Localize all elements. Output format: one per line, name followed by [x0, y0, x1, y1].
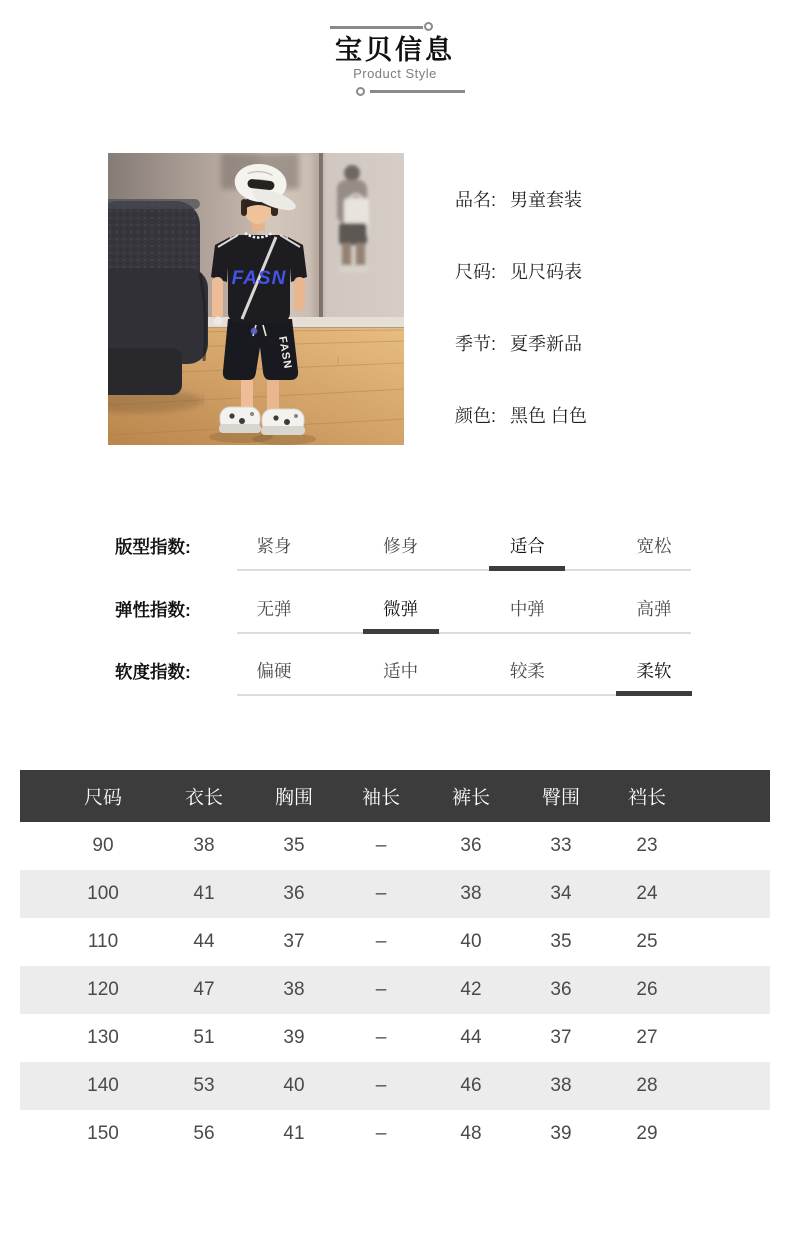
info-value: 见尺码表	[510, 262, 583, 282]
product-photo	[108, 153, 404, 445]
shorts-logo: FASN	[276, 335, 294, 371]
table-row	[20, 966, 770, 1014]
index-option: 高弹	[636, 599, 672, 619]
table-cell: 33	[550, 835, 572, 856]
table-cell: 48	[460, 1123, 482, 1144]
info-row-color	[455, 402, 587, 428]
index-option: 偏硬	[256, 661, 292, 681]
table-cell: 110	[87, 931, 119, 952]
table-cell: –	[375, 979, 387, 1000]
table-cell: 46	[460, 1075, 482, 1096]
column-header: 裤长	[451, 787, 490, 809]
table-cell: 23	[636, 835, 658, 856]
table-row	[20, 822, 770, 870]
table-cell: 38	[283, 979, 305, 1000]
column-header: 衣长	[184, 787, 223, 809]
table-cell: 150	[87, 1123, 119, 1144]
table-cell: 41	[283, 1123, 305, 1144]
index-options	[237, 596, 691, 634]
table-cell: 25	[636, 931, 658, 952]
table-cell: 39	[550, 1123, 572, 1144]
column-header: 尺码	[83, 787, 122, 809]
table-cell: 44	[460, 1027, 482, 1048]
table-cell: 34	[550, 883, 572, 904]
table-row	[20, 1110, 770, 1158]
table-cell: 40	[460, 931, 482, 952]
index-option: 柔软	[617, 658, 691, 683]
table-cell: 53	[193, 1075, 215, 1096]
table-cell: 90	[92, 835, 114, 856]
table-cell: 51	[193, 1027, 215, 1048]
table-cell: 29	[636, 1123, 658, 1144]
table-row	[20, 918, 770, 966]
table-cell: 38	[460, 883, 482, 904]
info-row-name	[455, 186, 582, 212]
header-bottom-line	[370, 90, 465, 93]
table-cell: –	[375, 835, 387, 856]
index-option: 较柔	[509, 661, 545, 681]
table-cell: 38	[193, 835, 215, 856]
table-cell: 37	[283, 931, 305, 952]
table-cell: 27	[636, 1027, 658, 1048]
index-option: 无弹	[256, 599, 292, 619]
index-option: 紧身	[256, 536, 292, 556]
table-cell: 26	[636, 979, 658, 1000]
table-row	[20, 870, 770, 918]
table-cell: 36	[283, 883, 305, 904]
table-cell: –	[375, 1027, 387, 1048]
table-cell: 24	[636, 883, 658, 904]
info-row-size	[455, 258, 582, 284]
info-value: 夏季新品	[510, 334, 583, 354]
table-cell: –	[375, 1123, 387, 1144]
index-label: 弹性指数:	[115, 600, 191, 620]
page-subtitle: Product Style	[353, 66, 437, 81]
index-label: 版型指数:	[115, 537, 191, 557]
index-label: 软度指数:	[115, 662, 191, 682]
info-label: 颜色:	[455, 406, 497, 426]
index-option: 适中	[383, 661, 419, 681]
header-bottom-circle	[356, 87, 365, 96]
index-option: 微弹	[364, 596, 438, 621]
column-header: 袖长	[361, 787, 400, 809]
index-options	[237, 658, 691, 696]
table-cell: 44	[193, 931, 215, 952]
column-header: 臀围	[541, 787, 580, 809]
table-cell: 47	[193, 979, 215, 1000]
index-options	[237, 533, 691, 571]
table-cell: 140	[87, 1075, 119, 1096]
index-row-softness	[115, 658, 691, 696]
table-cell: 40	[283, 1075, 305, 1096]
info-label: 季节:	[455, 334, 497, 354]
table-row	[20, 1014, 770, 1062]
table-cell: 120	[87, 979, 119, 1000]
page-title: 宝贝信息	[335, 35, 455, 65]
info-value: 男童套装	[510, 190, 583, 210]
table-cell: 38	[550, 1075, 572, 1096]
table-cell: 39	[283, 1027, 305, 1048]
index-row-fit	[115, 533, 691, 571]
table-cell: 100	[87, 883, 119, 904]
table-cell: 35	[550, 931, 572, 952]
table-cell: –	[375, 883, 387, 904]
size-table-header	[20, 770, 770, 822]
size-table	[20, 770, 770, 1158]
mirror-frame	[319, 153, 323, 327]
index-option: 适合	[490, 533, 564, 558]
info-value: 黑色 白色	[510, 406, 588, 426]
table-cell: 28	[636, 1075, 658, 1096]
table-cell: 41	[193, 883, 215, 904]
table-cell: 36	[460, 835, 482, 856]
table-cell: –	[375, 1075, 387, 1096]
info-label: 尺码:	[455, 262, 497, 282]
index-row-elasticity	[115, 596, 691, 634]
index-option: 中弹	[509, 599, 545, 619]
index-option: 宽松	[636, 536, 672, 556]
info-label: 品名:	[455, 190, 497, 210]
table-cell: 35	[283, 835, 305, 856]
info-row-season	[455, 330, 582, 356]
table-cell: 56	[193, 1123, 215, 1144]
table-cell: 36	[550, 979, 572, 1000]
table-cell: 37	[550, 1027, 572, 1048]
table-row	[20, 1062, 770, 1110]
table-cell: 42	[460, 979, 482, 1000]
column-header: 胸围	[274, 787, 313, 809]
tshirt-logo: FASN	[231, 268, 287, 289]
table-cell: –	[375, 931, 387, 952]
table-cell: 130	[87, 1027, 119, 1048]
column-header: 裆长	[627, 787, 666, 809]
index-option: 修身	[383, 536, 419, 556]
